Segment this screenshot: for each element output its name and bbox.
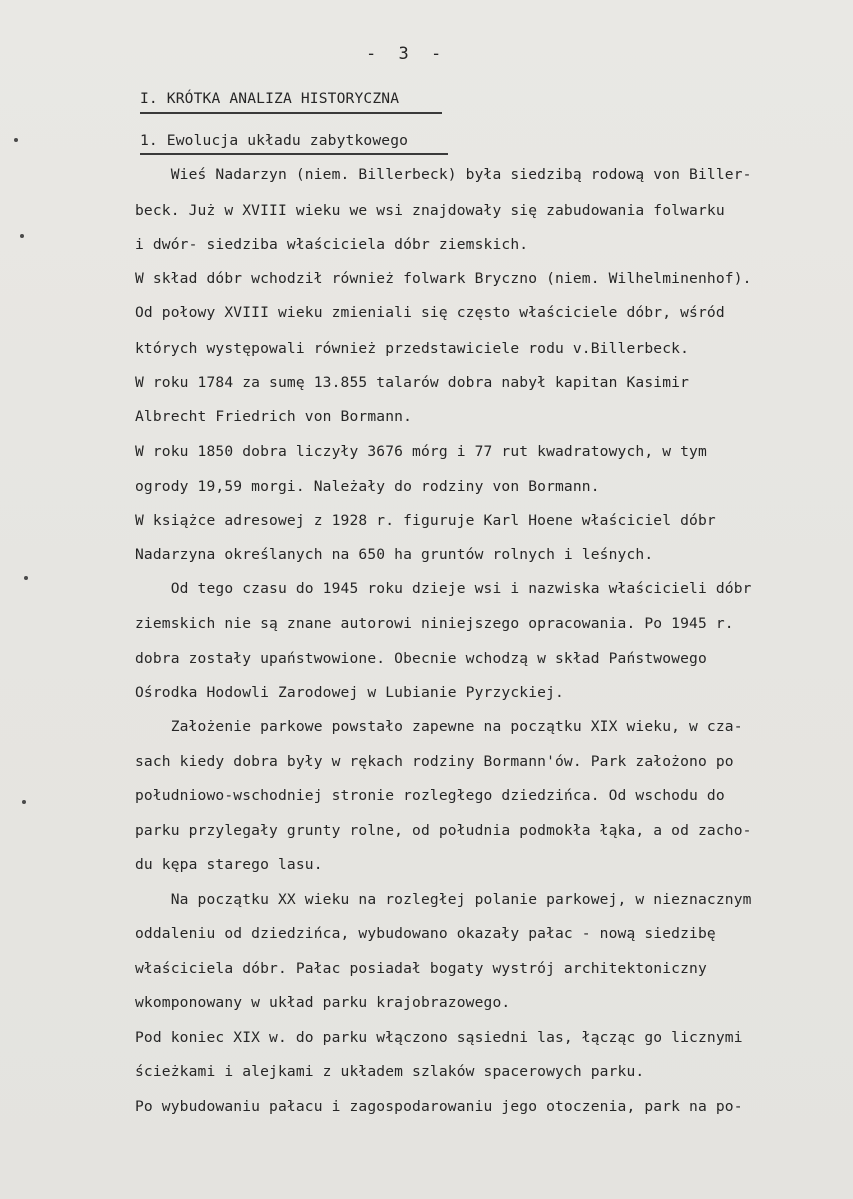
text-line: ziemskich nie są znane autorowi niniejszego opracowania. Po 1945 r.	[135, 615, 734, 632]
text-line: du kępa starego lasu.	[135, 856, 323, 873]
text-line: Po wybudowaniu pałacu i zagospodarowaniu jego otoczenia, park na po-	[135, 1098, 743, 1115]
text-line: Założenie parkowe powstało zapewne na początku XIX wieku, w cza-	[135, 718, 743, 735]
page-number: - 3 -	[366, 44, 448, 64]
paper-mark	[14, 138, 18, 142]
text-line: Nadarzyna określanych na 650 ha gruntów rolnych i leśnych.	[135, 546, 654, 563]
text-line: sach kiedy dobra były w rękach rodziny Bormann'ów. Park założono po	[135, 753, 734, 770]
paper-mark	[24, 576, 28, 580]
text-line: Na początku XX wieku na rozległej polanie parkowej, w nieznacznym	[135, 891, 752, 908]
text-line: Pod koniec XIX w. do parku włączono sąsiedni las, łącząc go licznymi	[135, 1029, 743, 1046]
text-line: parku przylegały grunty rolne, od południa podmokła łąka, a od zacho-	[135, 822, 752, 839]
text-line: W roku 1850 dobra liczyły 3676 mórg i 77 rut kwadratowych, w tym	[135, 443, 707, 460]
text-line: W roku 1784 za sumę 13.855 talarów dobra nabył kapitan Kasimir	[135, 374, 690, 391]
section-heading: I. KRÓTKA ANALIZA HISTORYCZNA	[140, 90, 400, 107]
text-line: właściciela dóbr. Pałac posiadał bogaty wystrój architektoniczny	[135, 960, 707, 977]
text-line: oddaleniu od dziedzińca, wybudowano okazały pałac - nową siedzibę	[135, 925, 716, 942]
paper-mark	[22, 800, 26, 804]
text-line: wkomponowany w układ parku krajobrazowego.	[135, 994, 511, 1011]
text-line: dobra zostały upaństwowione. Obecnie wchodzą w skład Państwowego	[135, 650, 707, 667]
text-line: Od tego czasu do 1945 roku dzieje wsi i nazwiska właścicieli dóbr	[135, 580, 752, 597]
section-heading-underline	[140, 112, 442, 114]
text-line: południowo-wschodniej stronie rozległego dziedzińca. Od wschodu do	[135, 787, 725, 804]
text-line: Ośrodka Hodowli Zarodowej w Lubianie Pyrzyckiej.	[135, 684, 564, 701]
paper-mark	[20, 234, 24, 238]
text-line: beck. Już w XVIII wieku we wsi znajdowały się zabudowania folwarku	[135, 202, 725, 219]
subsection-heading-underline	[140, 153, 448, 155]
text-line: Od połowy XVIII wieku zmieniali się często właściciele dóbr, wśród	[135, 304, 725, 321]
text-line: Albrecht Friedrich von Bormann.	[135, 408, 413, 425]
text-line: ogrody 19,59 morgi. Należały do rodziny von Bormann.	[135, 478, 600, 495]
subsection-heading: 1. Ewolucja układu zabytkowego	[140, 132, 409, 149]
text-line: i dwór- siedziba właściciela dóbr ziemskich.	[135, 236, 529, 253]
text-line: Wieś Nadarzyn (niem. Billerbeck) była siedzibą rodową von Biller-	[135, 166, 752, 183]
text-line: których występowali również przedstawiciele rodu v.Billerbeck.	[135, 340, 690, 357]
text-line: ścieżkami i alejkami z układem szlaków spacerowych parku.	[135, 1063, 645, 1080]
text-line: W skład dóbr wchodził również folwark Bryczno (niem. Wilhelminenhof).	[135, 270, 752, 287]
text-line: W książce adresowej z 1928 r. figuruje Karl Hoene właściciel dóbr	[135, 512, 716, 529]
